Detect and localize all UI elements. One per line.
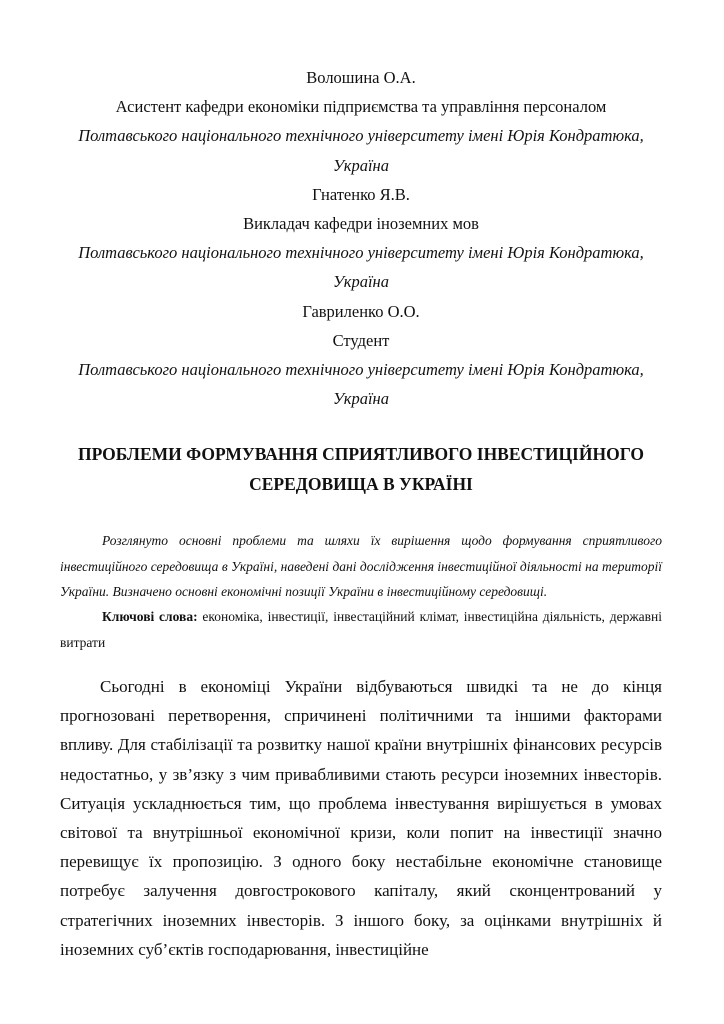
keywords-text: економіка, інвестиції, інвестаційний клімат, інвестиційна діяльність, державні витрати	[60, 609, 662, 650]
keywords-line	[60, 604, 662, 655]
author-affiliation: Полтавського національного технічного університету імені Юрія Кондратюка,	[78, 243, 644, 263]
author-affiliation: Полтавського національного технічного університету імені Юрія Кондратюка,	[78, 360, 644, 380]
abstract-text: Розглянуто основні проблеми та шляхи їх вирішення щодо формування сприятливого інвестиційного середовища в Україні, наведені дані дослідження інвестиційної діяльності на території України. Визначено основні економічні позиції України в інвестиційному середовищі.	[60, 533, 662, 600]
author-position: Викладач кафедри іноземних мов	[243, 214, 479, 234]
author-country: Україна	[333, 155, 389, 175]
author-country: Україна	[333, 389, 389, 409]
author-name: Волошина О.А.	[306, 68, 416, 87]
author-position: Асистент кафедри економіки підприємства та управління персоналом	[115, 97, 607, 117]
article-title: ПРОБЛЕМИ ФОРМУВАННЯ СПРИЯТЛИВОГО ІНВЕСТИЦІЙНОГО СЕРЕДОВИЩА В УКРАЇНІ	[77, 444, 645, 494]
author-position: Студент	[332, 330, 390, 350]
keywords-label: Ключові слова:	[102, 609, 198, 625]
body-paragraph: Сьогодні в економіці України відбуваються швидкі та не до кінця прогнозовані перетворення, спричинені політичними та іншими факторами впливу. Для стабілізації та розвитку нашої країни внутрішніх фінансових ресурсів недостатньо, у зв’язку з чим привабливими стають ресурси іноземних інвесторів. Ситуація ускладнюється тим, що проблема інвестування вирішується в умовах світової та внутрішньої економічної кризи, коли попит на інвестиції значно перевищує їх пропозицію. З одного боку нестабільне економічне становище потребує залучення довгострокового капіталу, який сконцентрований у стратегічних іноземних інвесторів. З іншого боку, за оцінками внутрішніх й іноземних суб’єктів господарювання, інвестиційне	[60, 676, 662, 959]
author-affiliation: Полтавського національного технічного університету імені Юрія Кондратюка,	[78, 126, 644, 146]
author-name: Гавриленко О.О.	[302, 301, 420, 321]
author-country: Україна	[333, 272, 389, 292]
authors-block	[60, 63, 662, 413]
author-name: Гнатенко Я.В.	[312, 184, 410, 204]
abstract-block	[60, 528, 662, 654]
